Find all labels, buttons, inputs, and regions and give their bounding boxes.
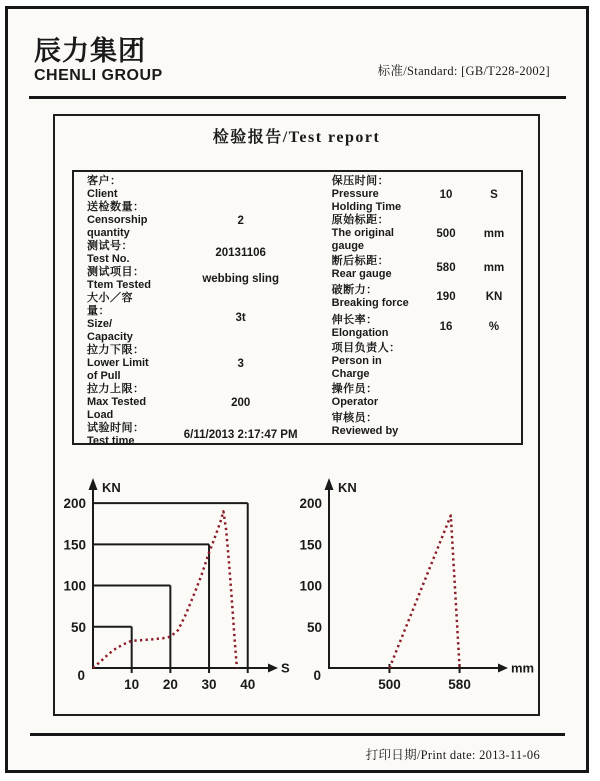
row-label <box>326 342 421 381</box>
svg-text:KN: KN <box>102 480 121 495</box>
row-label-cn: 审核员： <box>331 412 378 425</box>
row-label <box>326 214 421 253</box>
svg-text:200: 200 <box>299 496 322 512</box>
row-label-cn: 操作员： <box>331 382 378 395</box>
svg-text:40: 40 <box>240 677 256 692</box>
svg-text:30: 30 <box>201 677 217 692</box>
svg-text:0: 0 <box>77 668 85 683</box>
row-label <box>326 314 421 340</box>
row-label-en: Pressure Holding Time <box>331 188 402 213</box>
row-label-cn: 大小／容量： <box>87 292 133 317</box>
table-row <box>326 381 521 411</box>
table-row <box>326 214 521 253</box>
row-label-cn: 测试项目： <box>87 266 145 278</box>
row-value: webbing sling <box>202 273 279 285</box>
row-unit: % <box>488 320 500 333</box>
row-label-en: Breaking force <box>331 297 409 310</box>
row-label-en: Lower Limit of Pull <box>87 357 149 382</box>
svg-text:150: 150 <box>299 537 322 553</box>
table-row <box>74 422 326 448</box>
svg-text:100: 100 <box>63 578 86 594</box>
table-row <box>326 312 521 342</box>
table-row <box>326 253 521 283</box>
svg-text:20: 20 <box>162 677 178 692</box>
row-label-cn: 客户： <box>87 175 122 187</box>
row-unit: KN <box>485 291 503 304</box>
test-report-page <box>5 6 589 773</box>
row-label-en: Reviewed by <box>331 425 399 438</box>
report-table <box>72 170 523 445</box>
footer-divider <box>30 733 565 736</box>
row-label-cn: 破断力： <box>331 284 378 297</box>
row-label-en: Person in Charge <box>331 354 382 380</box>
standard-label: 标准/Standard: [GB/T228-2002] <box>377 64 550 78</box>
table-row <box>74 201 326 240</box>
table-row <box>326 283 521 313</box>
row-label <box>74 344 156 383</box>
svg-text:150: 150 <box>63 537 86 553</box>
row-label <box>326 255 421 281</box>
svg-text:KN: KN <box>338 480 357 495</box>
row-value: 2 <box>237 214 244 227</box>
row-label <box>74 240 156 266</box>
svg-text:10: 10 <box>124 677 140 692</box>
row-unit: S <box>490 188 498 201</box>
row-label <box>326 383 421 409</box>
report-title: 检验报告/Test report <box>212 129 381 146</box>
row-value: 190 <box>436 291 456 304</box>
header <box>8 9 586 85</box>
svg-text:580: 580 <box>448 677 471 692</box>
row-label-cn: 原始标距： <box>331 214 390 226</box>
row-label-cn: 测试号： <box>87 240 133 252</box>
row-value: 10 <box>439 188 453 201</box>
table-right-column <box>326 175 521 440</box>
row-label <box>326 412 421 438</box>
row-label-cn: 试验时间： <box>87 422 145 434</box>
row-label <box>326 284 421 310</box>
row-value: 3 <box>237 357 244 370</box>
table-row <box>326 342 521 381</box>
charts-row <box>55 466 538 696</box>
row-label-cn: 断后标距： <box>331 254 390 267</box>
row-label <box>74 383 156 422</box>
row-label-en: Ttem Tested <box>87 279 151 291</box>
row-label-en: Test time <box>87 435 135 447</box>
row-label-en: Test No. <box>87 253 130 265</box>
row-label-cn: 伸长率： <box>331 313 378 326</box>
table-row <box>74 240 326 266</box>
row-label <box>74 175 156 201</box>
company-name-cn: 辰力集团 <box>34 36 146 66</box>
row-label-cn: 送检数量： <box>87 201 145 213</box>
row-label-en: Elongation <box>331 326 389 339</box>
row-label-en: Operator <box>331 395 379 408</box>
svg-text:500: 500 <box>378 677 401 692</box>
row-value: 20131106 <box>215 247 266 259</box>
company-logo <box>34 36 163 85</box>
svg-text:mm: mm <box>511 660 535 676</box>
header-divider <box>29 96 566 99</box>
print-date: 打印日期/Print date: 2013-11-06 <box>365 748 540 762</box>
table-left-column <box>74 175 326 447</box>
table-row <box>326 410 521 440</box>
svg-text:200: 200 <box>63 496 86 512</box>
force-time-chart <box>55 466 296 696</box>
report-box <box>53 114 540 716</box>
row-label <box>74 292 156 344</box>
table-row <box>74 344 326 383</box>
svg-text:50: 50 <box>306 619 322 635</box>
row-label-en: The original gauge <box>331 227 394 252</box>
row-label-cn: 保压时间： <box>331 175 390 187</box>
row-label-en: Client <box>87 188 118 200</box>
row-label-cn: 拉力上限： <box>87 383 145 395</box>
row-label-en: Rear gauge <box>331 267 392 280</box>
svg-text:100: 100 <box>299 578 322 594</box>
row-label-en: Max Tested Load <box>87 396 147 421</box>
force-elongation-chart <box>299 466 538 696</box>
row-value: 3t <box>235 312 246 324</box>
row-value: 200 <box>231 396 251 409</box>
row-unit: mm <box>483 261 505 274</box>
row-unit: mm <box>483 227 505 240</box>
company-name-en: CHENLI GROUP <box>34 67 163 84</box>
row-label <box>74 422 156 448</box>
row-value: 580 <box>436 261 456 274</box>
table-row <box>74 266 326 292</box>
row-value: 6/11/2013 2:17:47 PM <box>183 429 298 441</box>
row-label <box>74 201 156 240</box>
table-row <box>74 383 326 422</box>
row-label-en: Censorship quantity <box>87 214 148 239</box>
table-row <box>326 175 521 214</box>
row-value: 500 <box>436 227 456 240</box>
row-label-cn: 项目负责人： <box>331 341 401 354</box>
row-label <box>74 266 156 292</box>
svg-text:50: 50 <box>70 619 86 635</box>
table-row <box>74 175 326 201</box>
table-row <box>74 292 326 344</box>
row-label-en: Size/ Capacity <box>87 318 133 343</box>
svg-text:0: 0 <box>313 668 321 683</box>
svg-text:S: S <box>281 660 290 676</box>
row-label-cn: 拉力下限： <box>87 344 145 356</box>
row-value: 16 <box>439 320 453 333</box>
row-label <box>326 175 421 214</box>
